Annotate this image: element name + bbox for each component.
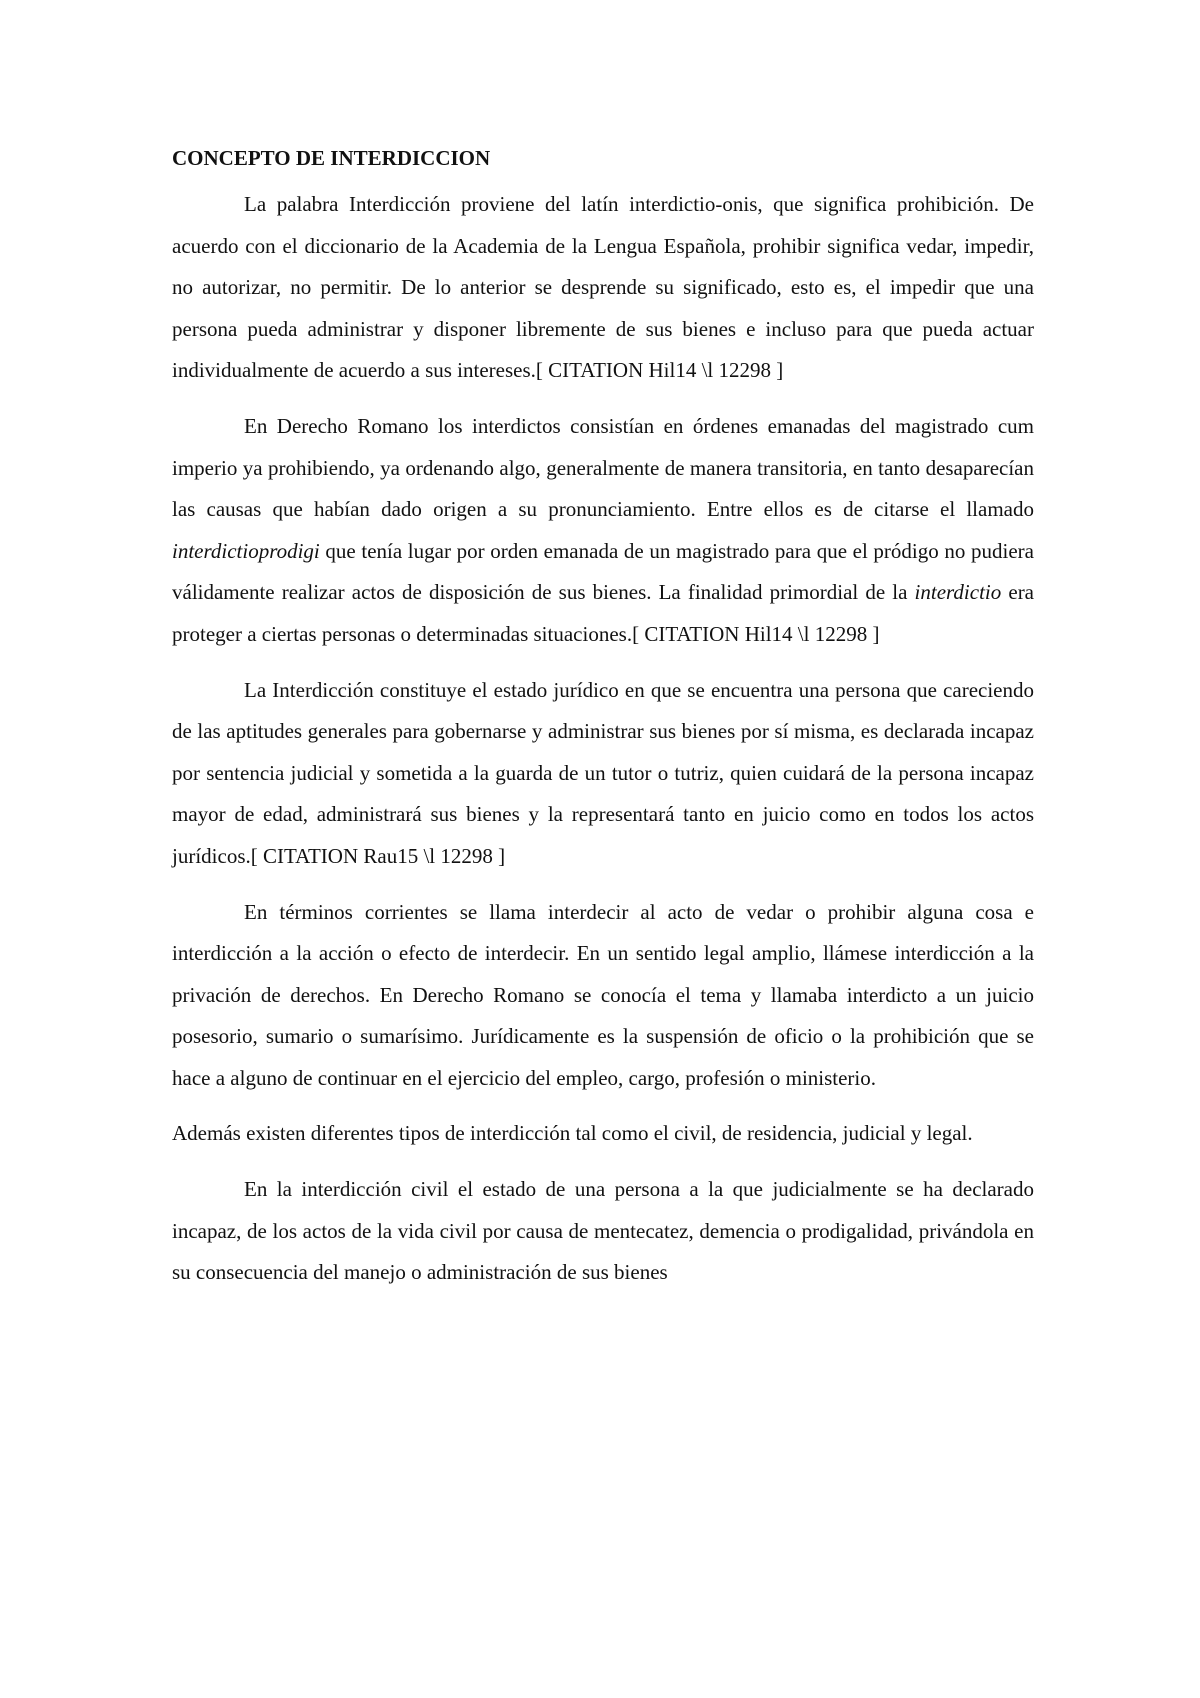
paragraph-6: En la interdicción civil el estado de una persona a la que judicialmente se ha declarado incapaz, de los actos de la vida civil por causa de mentecatez, demencia o prodigalidad, privándola en su consecuencia del manejo o administración de sus bienes (172, 1177, 1034, 1285)
paragraph-3: La Interdicción constituye el estado jurídico en que se encuentra una persona que careciendo de las aptitudes generales para gobernarse y administrar sus bienes por sí misma, es declarada incapaz por sentencia judicial y sometida a la guarda de un tutor o tutriz, quien cuidará de la persona incapaz mayor de edad, administrará sus bienes y la representará tanto en juicio como en todos los actos jurídicos.[ CITATION Rau15 \l 12298 ] (172, 677, 1034, 868)
paragraph-2-part-2: que tenía lugar por orden emanada de un magistrado para que el pródigo no pudiera válidamente realizar actos de disposición de sus bienes. La finalidad primordial de la (172, 538, 1034, 605)
paragraph-2 (172, 406, 1034, 656)
paragraph-2-part-1: En Derecho Romano los interdictos consistían en órdenes emanadas del magistrado cum imperio ya prohibiendo, ya ordenando algo, generalmente de manera transitoria, en tanto desaparecían las causas que habían dado origen a su pronunciamiento. Entre ellos es de citarse el llamado (172, 413, 1034, 522)
paragraph-1: La palabra Interdicción proviene del latín interdictio-onis, que significa prohibición. De acuerdo con el diccionario de la Academia de la Lengua Española, prohibir significa vedar, impedir, no autorizar, no permitir. De lo anterior se desprende su significado, esto es, el impedir que una persona pueda administrar y disponer libremente de sus bienes e incluso para que pueda actuar individualmente de acuerdo a sus intereses.[ CITATION Hil14 \l 12298 ] (172, 192, 1034, 383)
paragraph-2-part-3: era proteger a ciertas personas o determinadas situaciones.[ CITATION Hil14 \l 12298 ] (172, 580, 1035, 646)
paragraph-5: Además existen diferentes tipos de interdicción tal como el civil, de residencia, judicial y legal. (172, 1121, 973, 1146)
document-title: CONCEPTO DE INTERDICCION (172, 146, 491, 170)
paragraph-2-italic-term-2: interdictio (914, 580, 1002, 605)
paragraph-2-italic-term-1: interdictioprodigi (172, 538, 320, 563)
paragraph-4: En términos corrientes se llama interdecir al acto de vedar o prohibir alguna cosa e interdicción a la acción o efecto de interdecir. En un sentido legal amplio, llámese interdicción a la privación de derechos. En Derecho Romano se conocía el tema y llamaba interdicto a un juicio posesorio, sumario o sumarísimo. Jurídicamente es la suspensión de oficio o la prohibición que se hace a alguno de continuar en el ejercicio del empleo, cargo, profesión o ministerio. (172, 899, 1034, 1090)
document-page (172, 142, 1034, 1294)
